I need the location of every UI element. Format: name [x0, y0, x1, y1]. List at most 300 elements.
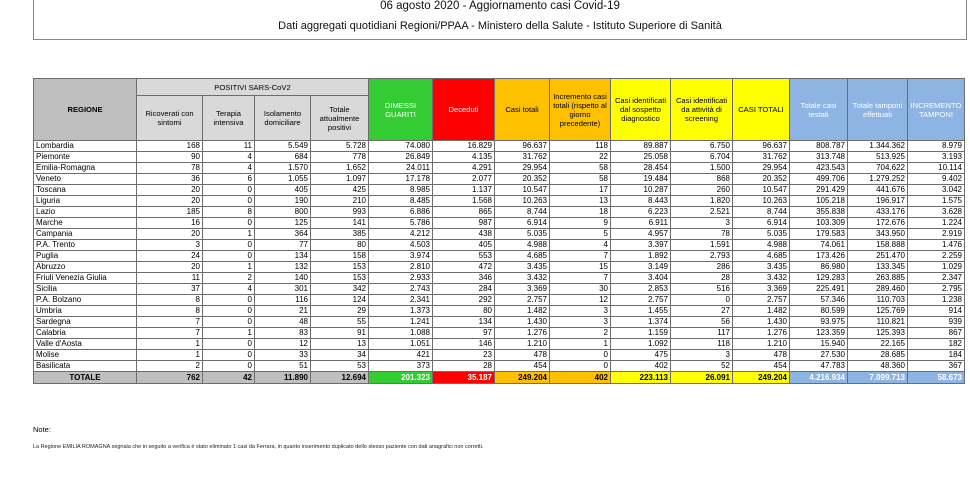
- cell-casi-totali-2: 3.432: [733, 273, 790, 284]
- cell-testati: 47.783: [790, 361, 848, 372]
- cell-ricoverati: 24: [137, 251, 203, 262]
- cell-totale-positivi: 29: [311, 306, 369, 317]
- table-row: [34, 251, 965, 262]
- cell-dimessi: 3.974: [369, 251, 433, 262]
- cell-screening: 0: [671, 295, 733, 306]
- header-deceduti: Deceduti: [433, 79, 495, 141]
- cell-casi-totali: 3.435: [495, 262, 550, 273]
- cell-incremento-tamponi: 867: [908, 328, 965, 339]
- cell-terapia: 0: [203, 350, 255, 361]
- cell-totale-positivi: 141: [311, 218, 369, 229]
- cell-testati: 105.218: [790, 196, 848, 207]
- total-sospetto: 223.113: [611, 372, 671, 384]
- cell-incremento-tamponi: 3.628: [908, 207, 965, 218]
- cell-deceduti: 2.077: [433, 174, 495, 185]
- cell-deceduti: 97: [433, 328, 495, 339]
- cell-dimessi: 24.011: [369, 163, 433, 174]
- notes-text: La Regione EMILIA ROMAGNA segnala che in seguito a verifica è stato eliminato 1 casi da Ferrara, in quanto inserimento duplicato dello stesso paziente con dati anagrafici non corretti.: [33, 444, 484, 450]
- cell-dimessi: 6.886: [369, 207, 433, 218]
- cell-deceduti: 1.137: [433, 185, 495, 196]
- total-deceduti: 35.187: [433, 372, 495, 384]
- cell-sospetto: 1.092: [611, 339, 671, 350]
- total-isolamento: 11.890: [255, 372, 311, 384]
- cell-incremento-tamponi: 184: [908, 350, 965, 361]
- cell-sospetto: 1.374: [611, 317, 671, 328]
- cell-tamponi: 513.925: [848, 152, 908, 163]
- cell-incremento-tamponi: 2.347: [908, 273, 965, 284]
- cell-casi-totali: 478: [495, 350, 550, 361]
- cell-casi-totali-2: 2.757: [733, 295, 790, 306]
- cell-terapia: 0: [203, 218, 255, 229]
- cell-screening: 1.500: [671, 163, 733, 174]
- cell-deceduti: 346: [433, 273, 495, 284]
- cell-casi-totali-2: 1.482: [733, 306, 790, 317]
- cell-sospetto: 89.887: [611, 141, 671, 152]
- cell-incremento-tamponi: 10.114: [908, 163, 965, 174]
- cell-totale-positivi: 425: [311, 185, 369, 196]
- cell-casi-totali-2: 4.685: [733, 251, 790, 262]
- cell-sospetto: 28.454: [611, 163, 671, 174]
- cell-dimessi: 1.051: [369, 339, 433, 350]
- cell-regione: Puglia: [34, 251, 137, 262]
- cell-testati: 74.061: [790, 240, 848, 251]
- cell-ricoverati: 185: [137, 207, 203, 218]
- cell-terapia: 1: [203, 262, 255, 273]
- cell-tamponi: 133.345: [848, 262, 908, 273]
- cell-regione: Campania: [34, 229, 137, 240]
- cell-isolamento: 48: [255, 317, 311, 328]
- report-subtitle: Dati aggregati quotidiani Regioni/PPAA - Ministero della Salute - Istituto Superiore di Sanità: [278, 20, 722, 32]
- cell-sospetto: 6.911: [611, 218, 671, 229]
- cell-screening: 260: [671, 185, 733, 196]
- cell-totale-positivi: 153: [311, 273, 369, 284]
- cell-isolamento: 364: [255, 229, 311, 240]
- cell-screening: 516: [671, 284, 733, 295]
- total-row: [34, 372, 965, 384]
- cell-tamponi: 1.279.252: [848, 174, 908, 185]
- cell-testati: 225.491: [790, 284, 848, 295]
- cell-totale-positivi: 158: [311, 251, 369, 262]
- cell-ricoverati: 2: [137, 361, 203, 372]
- cell-regione: Toscana: [34, 185, 137, 196]
- cell-dimessi: 421: [369, 350, 433, 361]
- cell-dimessi: 2.743: [369, 284, 433, 295]
- cell-casi-totali-2: 20.352: [733, 174, 790, 185]
- cell-regione: Liguria: [34, 196, 137, 207]
- cell-incremento-tamponi: 9.402: [908, 174, 965, 185]
- total-casi-totali-2: 249.204: [733, 372, 790, 384]
- cell-deceduti: 23: [433, 350, 495, 361]
- cell-testati: 313.748: [790, 152, 848, 163]
- notes-label: Note:: [33, 425, 51, 434]
- table-row: [34, 141, 965, 152]
- cell-incremento-casi: 118: [550, 141, 611, 152]
- header-isolamento: Isolamento domiciliare: [255, 96, 311, 141]
- cell-incremento-tamponi: 2.919: [908, 229, 965, 240]
- cell-incremento-casi: 58: [550, 163, 611, 174]
- cell-screening: 1.820: [671, 196, 733, 207]
- cell-casi-totali-2: 5.035: [733, 229, 790, 240]
- report-title: 06 agosto 2020 - Aggiornamento casi Covid-19: [380, 0, 620, 12]
- cell-incremento-tamponi: 2.795: [908, 284, 965, 295]
- cell-regione: Valle d'Aosta: [34, 339, 137, 350]
- cell-tamponi: 289.460: [848, 284, 908, 295]
- cell-screening: 117: [671, 328, 733, 339]
- table-row: [34, 163, 965, 174]
- cell-sospetto: 4.957: [611, 229, 671, 240]
- cell-casi-totali: 6.914: [495, 218, 550, 229]
- cell-casi-totali-2: 6.914: [733, 218, 790, 229]
- cell-incremento-tamponi: 1.575: [908, 196, 965, 207]
- cell-deceduti: 4.135: [433, 152, 495, 163]
- cell-tamponi: 251.470: [848, 251, 908, 262]
- cell-isolamento: 125: [255, 218, 311, 229]
- cell-tamponi: 196.917: [848, 196, 908, 207]
- cell-regione: Calabria: [34, 328, 137, 339]
- cell-testati: 499.706: [790, 174, 848, 185]
- cell-deceduti: 80: [433, 306, 495, 317]
- cell-regione: Molise: [34, 350, 137, 361]
- cell-deceduti: 472: [433, 262, 495, 273]
- cell-sospetto: 3.404: [611, 273, 671, 284]
- cell-testati: 80.599: [790, 306, 848, 317]
- cell-deceduti: 284: [433, 284, 495, 295]
- cell-screening: 78: [671, 229, 733, 240]
- cell-ricoverati: 1: [137, 350, 203, 361]
- table-row: [34, 229, 965, 240]
- cell-incremento-tamponi: 1.029: [908, 262, 965, 273]
- cell-casi-totali-2: 31.762: [733, 152, 790, 163]
- cell-totale-positivi: 53: [311, 361, 369, 372]
- cell-casi-totali-2: 1.210: [733, 339, 790, 350]
- cell-casi-totali: 1.210: [495, 339, 550, 350]
- cell-incremento-casi: 7: [550, 251, 611, 262]
- cell-ricoverati: 36: [137, 174, 203, 185]
- cell-isolamento: 21: [255, 306, 311, 317]
- cell-sospetto: 3.397: [611, 240, 671, 251]
- cell-deceduti: 1.568: [433, 196, 495, 207]
- header-ricoverati: Ricoverati con sintomi: [137, 96, 203, 141]
- cell-terapia: 0: [203, 185, 255, 196]
- cell-regione: P.A. Bolzano: [34, 295, 137, 306]
- cell-testati: 93.975: [790, 317, 848, 328]
- cell-tamponi: 704.622: [848, 163, 908, 174]
- table-row: [34, 273, 965, 284]
- cell-dimessi: 26.849: [369, 152, 433, 163]
- cell-totale-positivi: 993: [311, 207, 369, 218]
- cell-screening: 3: [671, 350, 733, 361]
- table-row: [34, 284, 965, 295]
- cell-incremento-tamponi: 1.238: [908, 295, 965, 306]
- cell-ricoverati: 90: [137, 152, 203, 163]
- cell-casi-totali: 4.685: [495, 251, 550, 262]
- cell-sospetto: 8.443: [611, 196, 671, 207]
- cell-regione: Lazio: [34, 207, 137, 218]
- cell-isolamento: 134: [255, 251, 311, 262]
- cell-terapia: 0: [203, 251, 255, 262]
- cell-testati: 129.283: [790, 273, 848, 284]
- cell-isolamento: 405: [255, 185, 311, 196]
- table-row: [34, 295, 965, 306]
- cell-tamponi: 22.165: [848, 339, 908, 350]
- cell-testati: 173.426: [790, 251, 848, 262]
- cell-tamponi: 48.360: [848, 361, 908, 372]
- cell-isolamento: 132: [255, 262, 311, 273]
- header-terapia: Terapia intensiva: [203, 96, 255, 141]
- cell-casi-totali: 96.637: [495, 141, 550, 152]
- cell-casi-totali: 2.757: [495, 295, 550, 306]
- cell-regione: Marche: [34, 218, 137, 229]
- cell-incremento-tamponi: 367: [908, 361, 965, 372]
- cell-screening: 118: [671, 339, 733, 350]
- cell-incremento-casi: 13: [550, 196, 611, 207]
- cell-sospetto: 1.159: [611, 328, 671, 339]
- cell-casi-totali-2: 4.988: [733, 240, 790, 251]
- header-dimessi: DIMESSI GUARITI: [369, 79, 433, 141]
- cell-incremento-casi: 18: [550, 207, 611, 218]
- cell-casi-totali: 1.276: [495, 328, 550, 339]
- cell-totale-positivi: 342: [311, 284, 369, 295]
- cell-terapia: 0: [203, 306, 255, 317]
- total-terapia: 42: [203, 372, 255, 384]
- cell-deceduti: 438: [433, 229, 495, 240]
- table-row: [34, 306, 965, 317]
- cell-tamponi: 125.769: [848, 306, 908, 317]
- cell-dimessi: 2.810: [369, 262, 433, 273]
- table-row: [34, 361, 965, 372]
- table-row: [34, 152, 965, 163]
- cell-dimessi: 8.485: [369, 196, 433, 207]
- table-row: [34, 350, 965, 361]
- cell-testati: 86.980: [790, 262, 848, 273]
- cell-totale-positivi: 1.097: [311, 174, 369, 185]
- cell-terapia: 1: [203, 229, 255, 240]
- cell-screening: 6.750: [671, 141, 733, 152]
- cell-testati: 27.530: [790, 350, 848, 361]
- header-casi-totali-2: CASI TOTALI: [733, 79, 790, 141]
- cell-dimessi: 74.080: [369, 141, 433, 152]
- cell-screening: 28: [671, 273, 733, 284]
- cell-testati: 291.429: [790, 185, 848, 196]
- cell-screening: 52: [671, 361, 733, 372]
- table-row: [34, 174, 965, 185]
- cell-tamponi: 172.676: [848, 218, 908, 229]
- cell-screening: 6.704: [671, 152, 733, 163]
- header-incremento-casi: Incremento casi totali (rispetto al giorno precedente): [550, 79, 611, 141]
- cell-totale-positivi: 13: [311, 339, 369, 350]
- table-row: [34, 328, 965, 339]
- cell-sospetto: 6.223: [611, 207, 671, 218]
- header-casi-totali: Casi totali: [495, 79, 550, 141]
- cell-regione: Emilia-Romagna: [34, 163, 137, 174]
- cell-regione: Sicilia: [34, 284, 137, 295]
- cell-sospetto: 475: [611, 350, 671, 361]
- header-incremento-tamponi: INCREMENTO TAMPONI: [908, 79, 965, 141]
- total-ricoverati: 762: [137, 372, 203, 384]
- cell-casi-totali-2: 3.369: [733, 284, 790, 295]
- cell-sospetto: 402: [611, 361, 671, 372]
- cell-totale-positivi: 91: [311, 328, 369, 339]
- cell-incremento-tamponi: 914: [908, 306, 965, 317]
- cell-incremento-casi: 30: [550, 284, 611, 295]
- cell-ricoverati: 8: [137, 306, 203, 317]
- cell-deceduti: 146: [433, 339, 495, 350]
- cell-testati: 123.359: [790, 328, 848, 339]
- cell-incremento-casi: 1: [550, 339, 611, 350]
- total-totale-positivi: 12.694: [311, 372, 369, 384]
- cell-dimessi: 1.088: [369, 328, 433, 339]
- cell-deceduti: 16.829: [433, 141, 495, 152]
- cell-deceduti: 865: [433, 207, 495, 218]
- cell-terapia: 0: [203, 295, 255, 306]
- cell-terapia: 0: [203, 339, 255, 350]
- cell-casi-totali: 454: [495, 361, 550, 372]
- cell-terapia: 0: [203, 240, 255, 251]
- cell-dimessi: 17.178: [369, 174, 433, 185]
- cell-regione: Umbria: [34, 306, 137, 317]
- cell-ricoverati: 8: [137, 295, 203, 306]
- cell-regione: P.A. Trento: [34, 240, 137, 251]
- cell-incremento-casi: 0: [550, 350, 611, 361]
- cell-casi-totali: 31.762: [495, 152, 550, 163]
- cell-tamponi: 125.393: [848, 328, 908, 339]
- cell-ricoverati: 20: [137, 185, 203, 196]
- cell-testati: 355.838: [790, 207, 848, 218]
- cell-terapia: 2: [203, 273, 255, 284]
- cell-ricoverati: 7: [137, 317, 203, 328]
- cell-isolamento: 684: [255, 152, 311, 163]
- cell-incremento-casi: 15: [550, 262, 611, 273]
- cell-testati: 423.543: [790, 163, 848, 174]
- header-sospetto: Casi identificati dal sospetto diagnostico: [611, 79, 671, 141]
- cell-sospetto: 10.287: [611, 185, 671, 196]
- table-row: [34, 339, 965, 350]
- cell-screening: 2.521: [671, 207, 733, 218]
- cell-incremento-casi: 17: [550, 185, 611, 196]
- cell-casi-totali: 1.430: [495, 317, 550, 328]
- cell-screening: 286: [671, 262, 733, 273]
- header-tamponi: Totale tamponi effettuati: [848, 79, 908, 141]
- cell-deceduti: 553: [433, 251, 495, 262]
- cell-isolamento: 190: [255, 196, 311, 207]
- cell-incremento-casi: 7: [550, 273, 611, 284]
- cell-incremento-tamponi: 1.224: [908, 218, 965, 229]
- cell-totale-positivi: 55: [311, 317, 369, 328]
- cell-totale-positivi: 5.728: [311, 141, 369, 152]
- cell-isolamento: 51: [255, 361, 311, 372]
- table-row: [34, 185, 965, 196]
- cell-terapia: 1: [203, 328, 255, 339]
- header-screening: Casi identificati da attività di screening: [671, 79, 733, 141]
- cell-tamponi: 1.344.362: [848, 141, 908, 152]
- total-casi-totali: 249.204: [495, 372, 550, 384]
- cell-totale-positivi: 34: [311, 350, 369, 361]
- cell-terapia: 4: [203, 163, 255, 174]
- cell-isolamento: 301: [255, 284, 311, 295]
- cell-casi-totali: 20.352: [495, 174, 550, 185]
- cell-totale-positivi: 80: [311, 240, 369, 251]
- cell-casi-totali: 4.988: [495, 240, 550, 251]
- cell-incremento-tamponi: 939: [908, 317, 965, 328]
- cell-testati: 57.346: [790, 295, 848, 306]
- cell-casi-totali-2: 10.263: [733, 196, 790, 207]
- cell-sospetto: 2.757: [611, 295, 671, 306]
- cell-isolamento: 116: [255, 295, 311, 306]
- cell-ricoverati: 168: [137, 141, 203, 152]
- cell-sospetto: 2.853: [611, 284, 671, 295]
- cell-tamponi: 28.685: [848, 350, 908, 361]
- cell-terapia: 0: [203, 196, 255, 207]
- cell-dimessi: 5.786: [369, 218, 433, 229]
- table-row: [34, 196, 965, 207]
- cell-ricoverati: 3: [137, 240, 203, 251]
- cell-screening: 2.793: [671, 251, 733, 262]
- cell-testati: 15.940: [790, 339, 848, 350]
- cell-dimessi: 4.503: [369, 240, 433, 251]
- cell-ricoverati: 20: [137, 262, 203, 273]
- header-positivi-group: POSITIVI SARS-CoV2: [137, 79, 369, 96]
- cell-screening: 27: [671, 306, 733, 317]
- cell-sospetto: 3.149: [611, 262, 671, 273]
- cell-ricoverati: 20: [137, 229, 203, 240]
- cell-sospetto: 25.058: [611, 152, 671, 163]
- cell-regione: Friuli Venezia Giulia: [34, 273, 137, 284]
- cell-totale-positivi: 124: [311, 295, 369, 306]
- cell-isolamento: 5.549: [255, 141, 311, 152]
- cell-testati: 103.309: [790, 218, 848, 229]
- cell-deceduti: 28: [433, 361, 495, 372]
- cell-tamponi: 263.885: [848, 273, 908, 284]
- cell-casi-totali: 1.482: [495, 306, 550, 317]
- total-dimessi: 201.323: [369, 372, 433, 384]
- cell-dimessi: 2.933: [369, 273, 433, 284]
- cell-isolamento: 83: [255, 328, 311, 339]
- cell-sospetto: 1.455: [611, 306, 671, 317]
- cell-regione: Lombardia: [34, 141, 137, 152]
- cell-ricoverati: 16: [137, 218, 203, 229]
- cell-screening: 1.591: [671, 240, 733, 251]
- cell-screening: 56: [671, 317, 733, 328]
- cell-regione: Sardegna: [34, 317, 137, 328]
- cell-casi-totali: 3.369: [495, 284, 550, 295]
- cell-incremento-tamponi: 3.193: [908, 152, 965, 163]
- header-totale-positivi: Totale attualmente positivi: [311, 96, 369, 141]
- cell-deceduti: 134: [433, 317, 495, 328]
- cell-casi-totali-2: 96.637: [733, 141, 790, 152]
- cell-incremento-casi: 58: [550, 174, 611, 185]
- cell-terapia: 11: [203, 141, 255, 152]
- cell-ricoverati: 78: [137, 163, 203, 174]
- cell-ricoverati: 11: [137, 273, 203, 284]
- table-row: [34, 218, 965, 229]
- cell-terapia: 0: [203, 317, 255, 328]
- cell-casi-totali-2: 1.276: [733, 328, 790, 339]
- cell-totale-positivi: 1.652: [311, 163, 369, 174]
- cell-isolamento: 1.055: [255, 174, 311, 185]
- total-tamponi: 7.099.713: [848, 372, 908, 384]
- cell-incremento-casi: 0: [550, 361, 611, 372]
- cell-screening: 868: [671, 174, 733, 185]
- cell-incremento-casi: 4: [550, 240, 611, 251]
- cell-dimessi: 1.241: [369, 317, 433, 328]
- header-testati: Totale casi testati: [790, 79, 848, 141]
- total-incremento-tamponi: 58.673: [908, 372, 965, 384]
- cell-casi-totali: 5.035: [495, 229, 550, 240]
- cell-ricoverati: 20: [137, 196, 203, 207]
- cell-dimessi: 1.373: [369, 306, 433, 317]
- total-screening: 26.091: [671, 372, 733, 384]
- cell-totale-positivi: 778: [311, 152, 369, 163]
